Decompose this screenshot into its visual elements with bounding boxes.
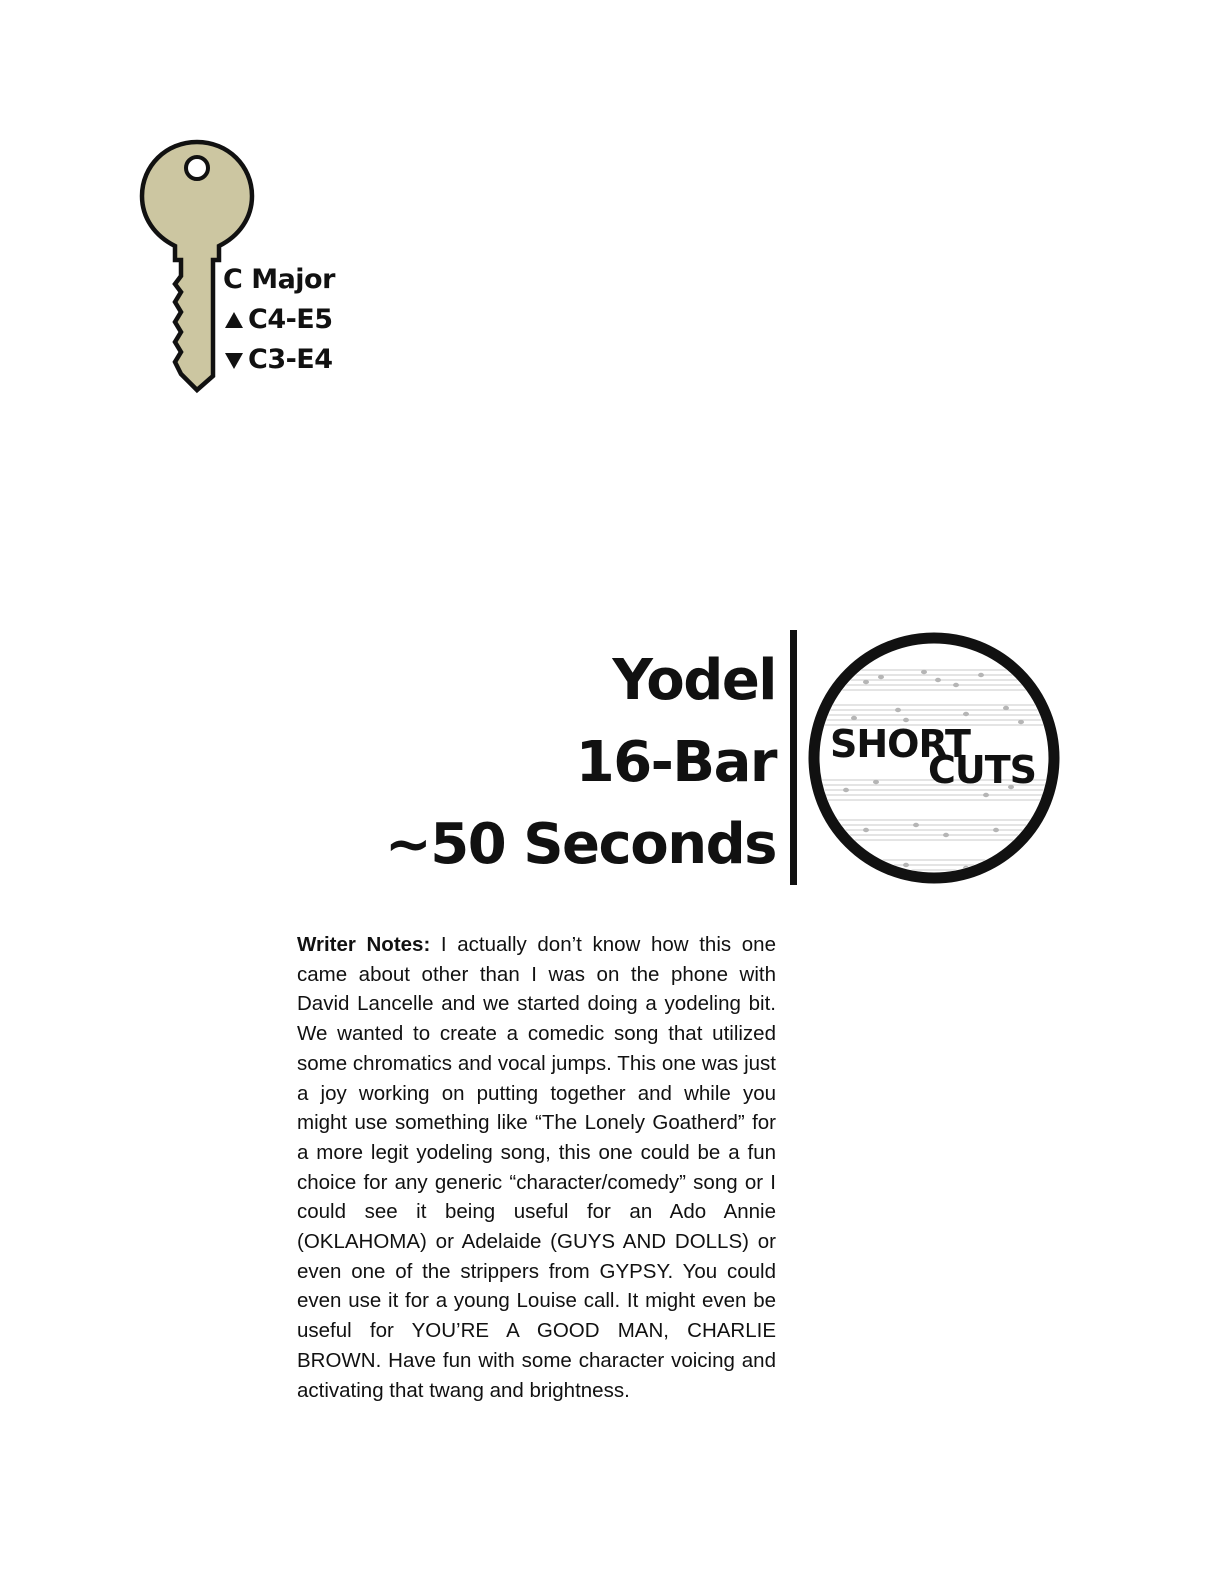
writer-notes-label: Writer Notes:: [297, 933, 431, 956]
up-triangle-icon: [223, 309, 245, 331]
key-range-text: [223, 260, 335, 380]
logo-word-cuts: CUTS: [928, 748, 1037, 792]
song-duration: ~50 Seconds: [384, 812, 776, 877]
song-cut-length: 16-Bar: [575, 730, 776, 795]
song-title: Yodel: [612, 648, 776, 713]
vertical-divider: [790, 630, 797, 885]
high-voice-range: C4-E5: [223, 300, 335, 340]
key-signature: C Major: [223, 264, 335, 295]
key-range-graphic: [135, 136, 365, 401]
writer-notes-body: I actually don’t know how this one came about other than I was on the phone with David Lancelle and we started doing a yodeling bit. We wanted to create a comedic song that utilized some chromatics and vocal jumps. This one was just a joy working on putting together and while you might use something like “The Lonely Goatherd” for a more legit yodeling song, this one could be a fun choice for any generic “character/comedy” song or I could see it being useful for an Ado Annie (OKLAHOMA) or Adelaide (GUYS AND DOLLS) or even one of the strippers from GYPSY. You could even use it for a young Louise call. It might even be useful for YOU’RE A GOOD MAN, CHARLIE BROWN. Have fun with some character voicing and activating that twang and brightness.: [297, 933, 776, 1402]
short-cuts-logo: [806, 630, 1062, 886]
low-voice-range: C3-E4: [223, 340, 335, 380]
down-triangle-icon: [223, 349, 245, 371]
writer-notes: [297, 930, 776, 1405]
song-title-block: [356, 640, 776, 886]
logo-word-short: SHORT: [830, 722, 970, 766]
